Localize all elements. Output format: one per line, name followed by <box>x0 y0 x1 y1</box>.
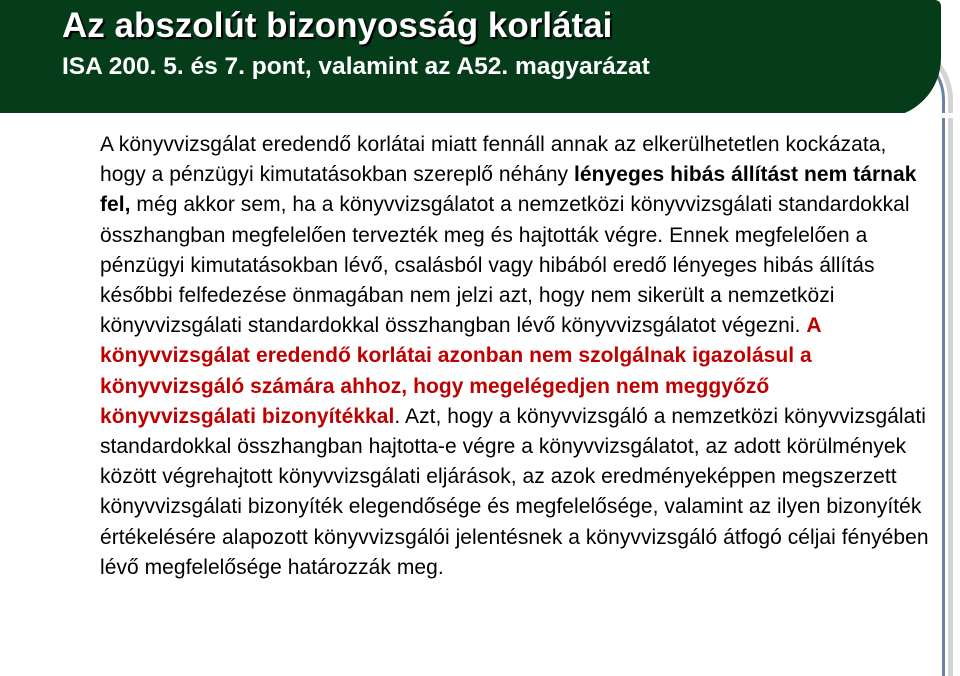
slide-title: Az abszolút bizonyosság korlátai <box>62 6 613 45</box>
body-text-middle: még akkor sem, ha a könyvvizsgálatot a nemzetközi könyvvizsgálati standardokkal összhangban megfelelően tervezték meg és hajtották végre. Ennek megfelelően a pénzügyi kimutatásokban lévő, csalásból vagy hibából eredő lényeges hibás állítás későbbi felfedezése önmagában nem jelzi azt, hogy nem sikerült a nemzetközi könyvvizsgálati standardokkal összhangban lévő könyvvizsgálatot végezni. <box>100 193 910 338</box>
body-text-highlight: A könyvvizsgálat eredendő korlátai azonban nem szolgálnak igazolásul a könyvvizsgáló számára ahhoz, hogy megelégedjen nem meggyőző könyvvizsgálati bizonyítékkal <box>100 314 821 428</box>
header-divider <box>0 113 960 118</box>
slide-subtitle: ISA 200. 5. és 7. pont, valamint az A52. magyarázat <box>62 53 650 80</box>
body-text-tail: . Azt, hogy a könyvvizsgáló a nemzetközi könyvvizsgálati standardokkal összhangban hajtotta-e végre a könyvvizsgálatot, az adott körülmények között végrehajtott könyvvizsgálati eljárások, az azok eredményeképpen megszerzett könyvvizsgálati bizonyíték elegendősége és megfelelősége, valamint az ilyen bizonyíték értékelésére alapozott könyvvizsgálói jelentésnek a könyvvizsgáló átfogó céljai fényében lévő megfelelősége határozzák meg. <box>100 404 929 579</box>
body-text-bold: lényeges hibás állítást nem tárnak fel, <box>100 163 917 217</box>
body-text-start: A könyvvizsgálat eredendő korlátai miatt fennáll annak az elkerülhetetlen kockázata, hogy a pénzügyi kimutatásokban szereplő néhány <box>100 133 887 187</box>
body-paragraph <box>100 130 930 583</box>
slide-header <box>0 0 941 118</box>
